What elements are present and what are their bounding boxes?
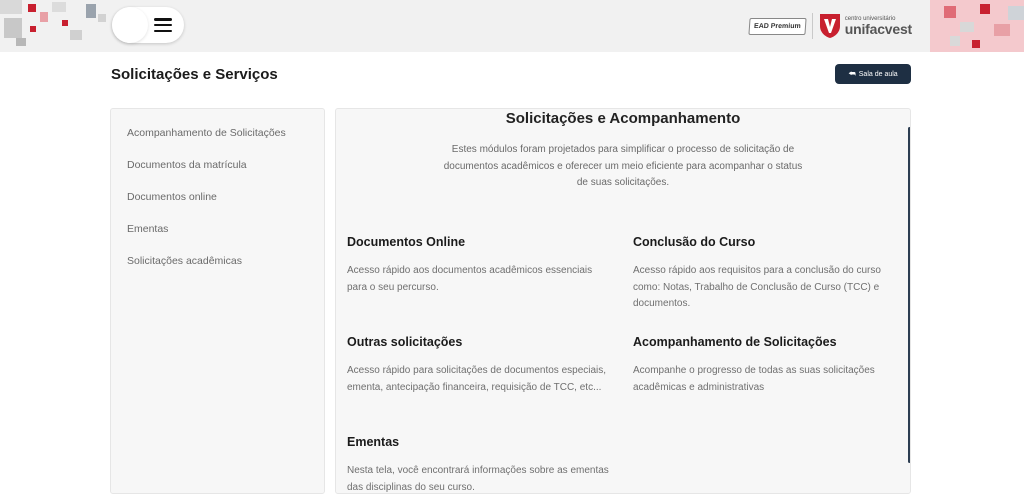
logo-name: unifacvest — [844, 21, 912, 37]
section-intro: Estes módulos foram projetados para simplificar o processo de solicitação de documentos acadêmicos e oferecer um meio eficiente para acompanhar o status de suas solicitações. — [443, 144, 803, 188]
page-title: Solicitações e Serviços — [111, 66, 278, 83]
sidebar-item-solicitacoes-academicas[interactable]: Solicitações acadêmicas — [127, 255, 242, 267]
sidebar-item-acompanhamento[interactable]: Acompanhamento de Solicitações — [127, 127, 286, 139]
header-pattern-block — [950, 36, 960, 46]
sala-de-aula-label: Sala de aula — [858, 70, 898, 78]
header-pattern-block — [980, 4, 990, 14]
card-desc-ementas: Nesta tela, você encontrará informações sobre as ementas das disciplinas do seu curso. — [347, 465, 609, 493]
card-title-conclusao-curso[interactable]: Conclusão do Curso — [633, 235, 756, 249]
card-title-acompanhamento[interactable]: Acompanhamento de Solicitações — [633, 335, 837, 349]
header-pattern-block — [4, 18, 22, 38]
sidebar-item-documentos-matricula[interactable]: Documentos da matrícula — [127, 159, 247, 171]
sala-de-aula-button[interactable] — [835, 64, 911, 84]
sidebar-item-ementas[interactable]: Ementas — [127, 223, 169, 235]
header-pattern-block — [28, 4, 36, 12]
main-panel — [335, 108, 911, 494]
avatar — [112, 7, 148, 43]
card-desc-outras-solicitacoes: Acesso rápido para solicitações de documentos especiais, ementa, antecipação financeira, requisição de TCC, etc... — [347, 365, 607, 393]
sidebar — [110, 108, 325, 494]
logo-divider — [812, 13, 813, 39]
header-pattern-block — [944, 6, 956, 18]
header-pattern-block — [994, 24, 1010, 36]
unifacvest-shield-icon — [819, 13, 841, 39]
top-header — [0, 0, 1024, 52]
header-pattern-block — [1008, 6, 1024, 20]
header-pattern-block — [0, 0, 22, 14]
sidebar-item-documentos-online[interactable]: Documentos online — [127, 191, 217, 203]
card-title-outras-solicitacoes[interactable]: Outras solicitações — [347, 335, 463, 349]
logo-subtitle: centro universitário — [844, 16, 896, 22]
vertical-scrollbar[interactable] — [908, 127, 911, 463]
header-pattern-block — [960, 22, 974, 32]
header-pattern-block — [86, 4, 96, 18]
unifacvest-logo — [749, 11, 912, 41]
header-pattern-block — [52, 2, 66, 12]
header-pattern-block — [30, 26, 36, 32]
header-pattern-block — [70, 30, 82, 40]
reply-arrow-icon: ⮪ — [848, 69, 856, 78]
section-title: Solicitações e Acompanhamento — [505, 110, 741, 127]
card-desc-documentos-online: Acesso rápido aos documentos acadêmicos essenciais para o seu percurso. — [347, 265, 593, 293]
card-title-documentos-online[interactable]: Documentos Online — [347, 235, 466, 249]
header-pattern-block — [98, 14, 106, 22]
header-pattern-block — [62, 20, 68, 26]
header-pattern-block — [972, 40, 980, 48]
ead-premium-badge: EAD Premium — [748, 18, 806, 35]
card-desc-conclusao-curso: Acesso rápido aos requisitos para a conclusão do curso como: Notas, Trabalho de Conclusão de Curso (TCC) e documentos. — [633, 265, 881, 309]
header-pattern-block — [40, 12, 48, 22]
header-pattern-block — [16, 38, 26, 46]
hamburger-menu-icon[interactable] — [154, 18, 172, 32]
card-desc-acompanhamento: Acompanhe o progresso de todas as suas solicitações acadêmicas e administrativas — [633, 365, 875, 393]
card-title-ementas[interactable]: Ementas — [347, 435, 400, 449]
